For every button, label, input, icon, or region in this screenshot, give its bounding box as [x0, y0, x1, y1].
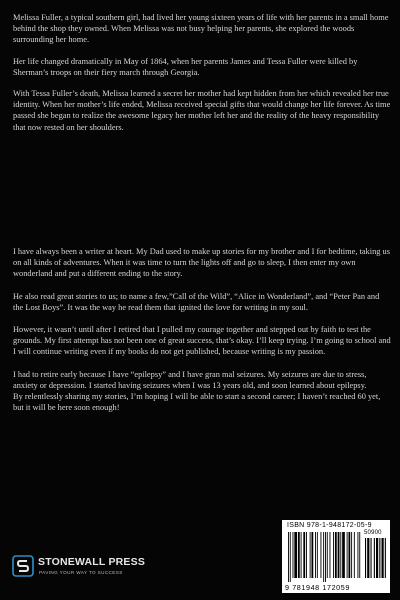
barcode-bar	[317, 532, 318, 578]
barcode-bar	[327, 532, 328, 578]
barcode-bar	[294, 532, 297, 578]
bio-paragraph: However, it wasn’t until after I retired that I pulled my courage together and stepped out by faith to test the grounds. My first attempt has not been one of great success, that’s okay. I’ll keep trying. I’m going to school and I will continue writing even if my books do not get published, because writing is my passion.	[13, 325, 391, 357]
bio-paragraph: I have always been a writer at heart. My Dad used to make up stories for my brother and I for bedtime, taking us on all kinds of adventures. When it was time to turn the lights off and go to sleep, I then enter my own wonderland and put a different ending to the story.	[13, 247, 390, 279]
barcode-bar	[315, 532, 316, 578]
barcode-bar	[359, 532, 360, 578]
barcode-bar	[357, 532, 358, 578]
barcode-bar	[333, 532, 334, 578]
barcode-bar	[325, 532, 326, 582]
barcode-bar	[288, 532, 289, 582]
barcode-bar	[376, 538, 378, 578]
barcode-bar	[323, 532, 324, 582]
synopsis-paragraph: Melissa Fuller, a typical southern girl, had lived her young sixteen years of life with her parents in a small home behind the shop they owned. When Melissa was not busy helping her parents, she explored the woods surrounding her home.	[13, 13, 389, 45]
author-bio	[13, 246, 391, 424]
barcode-bar	[347, 532, 348, 578]
publisher-tagline: PAVING YOUR WAY TO SUCCESS	[39, 570, 123, 575]
barcode-bar	[374, 538, 375, 578]
synopsis-paragraph: With Tessa Fuller’s death, Melissa learned a secret her mother had kept hidden from her which revealed her true identity. When her mother’s life ended, Melissa received special gifts that would change her life forever. As time passed she began to realize the awesome legacy her mother left her and the reality of the heavy responsibility that now rested on her shoulders.	[13, 89, 391, 132]
bio-paragraph: He also read great stories to us; to name a few,”Call of the Wild”, “Alice in Wonderland”, and “Peter Pan and the Lost Boys”. It was the way he read them that ignited the love for writing in my soul.	[13, 291, 380, 312]
barcode-digits: 9 781948 172059	[285, 583, 350, 592]
synopsis-paragraph: Her life changed dramatically in May of 1864, when her parents James and Tessa Fuller were killed by Sherman’s troops on their fiery march through Georgia.	[13, 56, 358, 77]
barcode-bar	[348, 532, 350, 578]
barcode-bar	[371, 538, 372, 578]
barcode-bar	[290, 532, 291, 582]
barcode-bar	[385, 538, 386, 578]
stonewall-logo-icon	[12, 555, 34, 577]
barcode-bar	[379, 538, 380, 578]
barcode-bar	[351, 532, 352, 578]
isbn-barcode	[282, 520, 390, 593]
isbn-label: ISBN 978-1-948172-05-9	[287, 522, 372, 529]
barcode-addon-bars	[365, 538, 387, 582]
barcode-bar	[301, 532, 302, 578]
barcode-addon-digits: 50900	[364, 530, 382, 536]
bio-paragraph: I had to retire early because I have “epilepsy” and I have gran mal seizures. My seizures are due to stress, anxiety or depression. I started having seizures when I was 13 years old, and soon learned about epilepsy.	[13, 369, 367, 390]
barcode-bar	[311, 532, 313, 578]
barcode-bar	[303, 532, 305, 578]
barcode-bar	[382, 538, 384, 578]
barcode-bar	[340, 532, 341, 578]
barcode-bar	[310, 532, 311, 578]
barcode-bar	[320, 532, 321, 578]
barcode-bar	[306, 532, 307, 578]
barcode-bar	[298, 532, 300, 578]
synopsis-text	[13, 12, 391, 143]
bio-paragraph: By relentlessly sharing my stories, I’m hoping I will be able to start a second career; I haven’t reached 60 yet, but it will be here soon enough!	[13, 392, 381, 413]
barcode-bar	[335, 532, 337, 578]
barcode-bar	[330, 532, 331, 578]
barcode-bar	[338, 532, 340, 578]
barcode-bar	[365, 538, 366, 578]
barcode-bar	[354, 532, 355, 578]
barcode-bar	[293, 532, 294, 578]
barcode-bar	[342, 532, 345, 578]
barcode-bars	[288, 532, 362, 582]
publisher-name: STONEWALL PRESS	[38, 556, 146, 568]
publisher-logo	[12, 553, 182, 583]
barcode-bar	[367, 538, 369, 578]
